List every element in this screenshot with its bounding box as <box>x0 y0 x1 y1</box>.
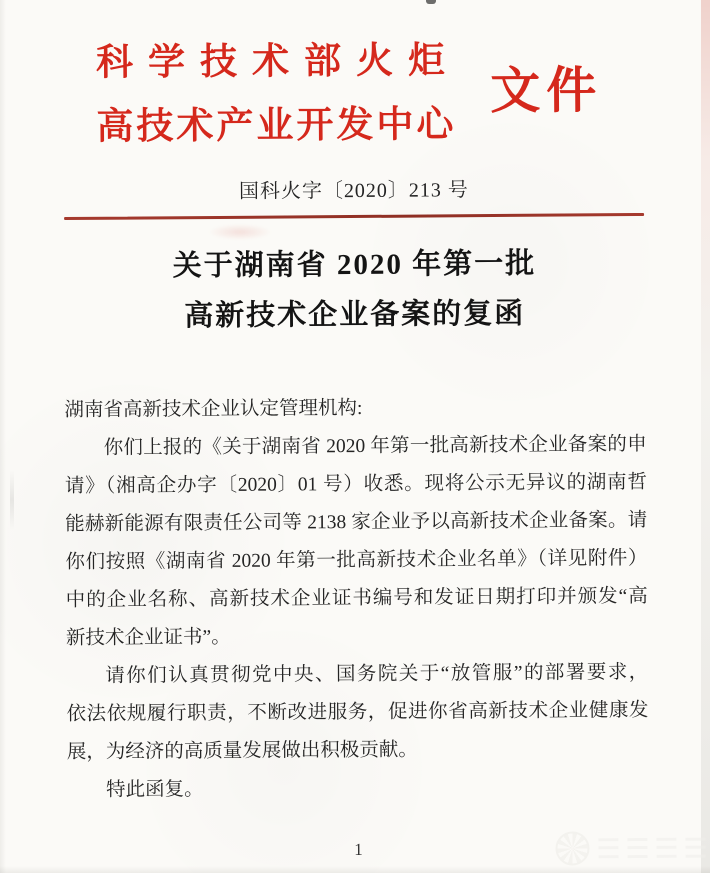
letterhead <box>0 38 709 157</box>
body-line: 特此函复。 <box>105 779 204 801</box>
letterhead-org-line2: 高技术产业开发中心 <box>96 104 457 148</box>
watermark-glyph <box>685 838 705 858</box>
letterhead-org-line1: 科学技术部火炬 <box>95 40 461 84</box>
watermark-glyph <box>598 838 618 858</box>
body-line: 你们按照《湖南省 2020 年第一批高新技术企业名单》（详见附件） <box>65 547 648 574</box>
document-title-line1: 关于湖南省 2020 年第一批 <box>172 247 537 283</box>
body-line: 请你们认真贯彻党中央、国务院关于“放管服”的部署要求， <box>105 661 649 687</box>
body-line: 请》（湘高企办字〔2020〕01 号）收悉。现将公示无异议的湖南哲 <box>64 471 648 498</box>
body-line: 能赫新能源有限责任公司等 2138 家企业予以高新技术企业备案。请 <box>65 509 648 536</box>
watermark <box>555 831 705 866</box>
watermark-glyph <box>627 838 647 858</box>
body-lines <box>64 388 649 810</box>
watermark-glyph <box>656 838 676 858</box>
body-line: 湖南省高新技术企业认定管理机构: <box>64 397 363 422</box>
body-line: 展，为经济的高质量发展做出积极贡献。 <box>66 739 418 764</box>
red-divider <box>64 213 644 220</box>
letterhead-doc-word: 文件 <box>490 62 603 120</box>
page-number: 1 <box>354 839 363 860</box>
document-number: 国科火字〔2020〕213 号 <box>238 179 469 203</box>
body-line: 依法依规履行职责，不断改进服务，促进你省高新技术企业健康发 <box>66 699 649 726</box>
body-line: 新技术企业证书”。 <box>65 626 231 650</box>
document-title-line2: 高新技术企业备案的复函 <box>184 297 526 333</box>
body-line: 你们上报的《关于湖南省 2020 年第一批高新技术企业备案的申 <box>103 433 647 459</box>
watermark-logo-icon <box>555 831 589 865</box>
body-line: 中的企业名称、高新技术企业证书编号和发证日期打印并颁发“高 <box>65 585 648 612</box>
document-title <box>0 238 710 343</box>
